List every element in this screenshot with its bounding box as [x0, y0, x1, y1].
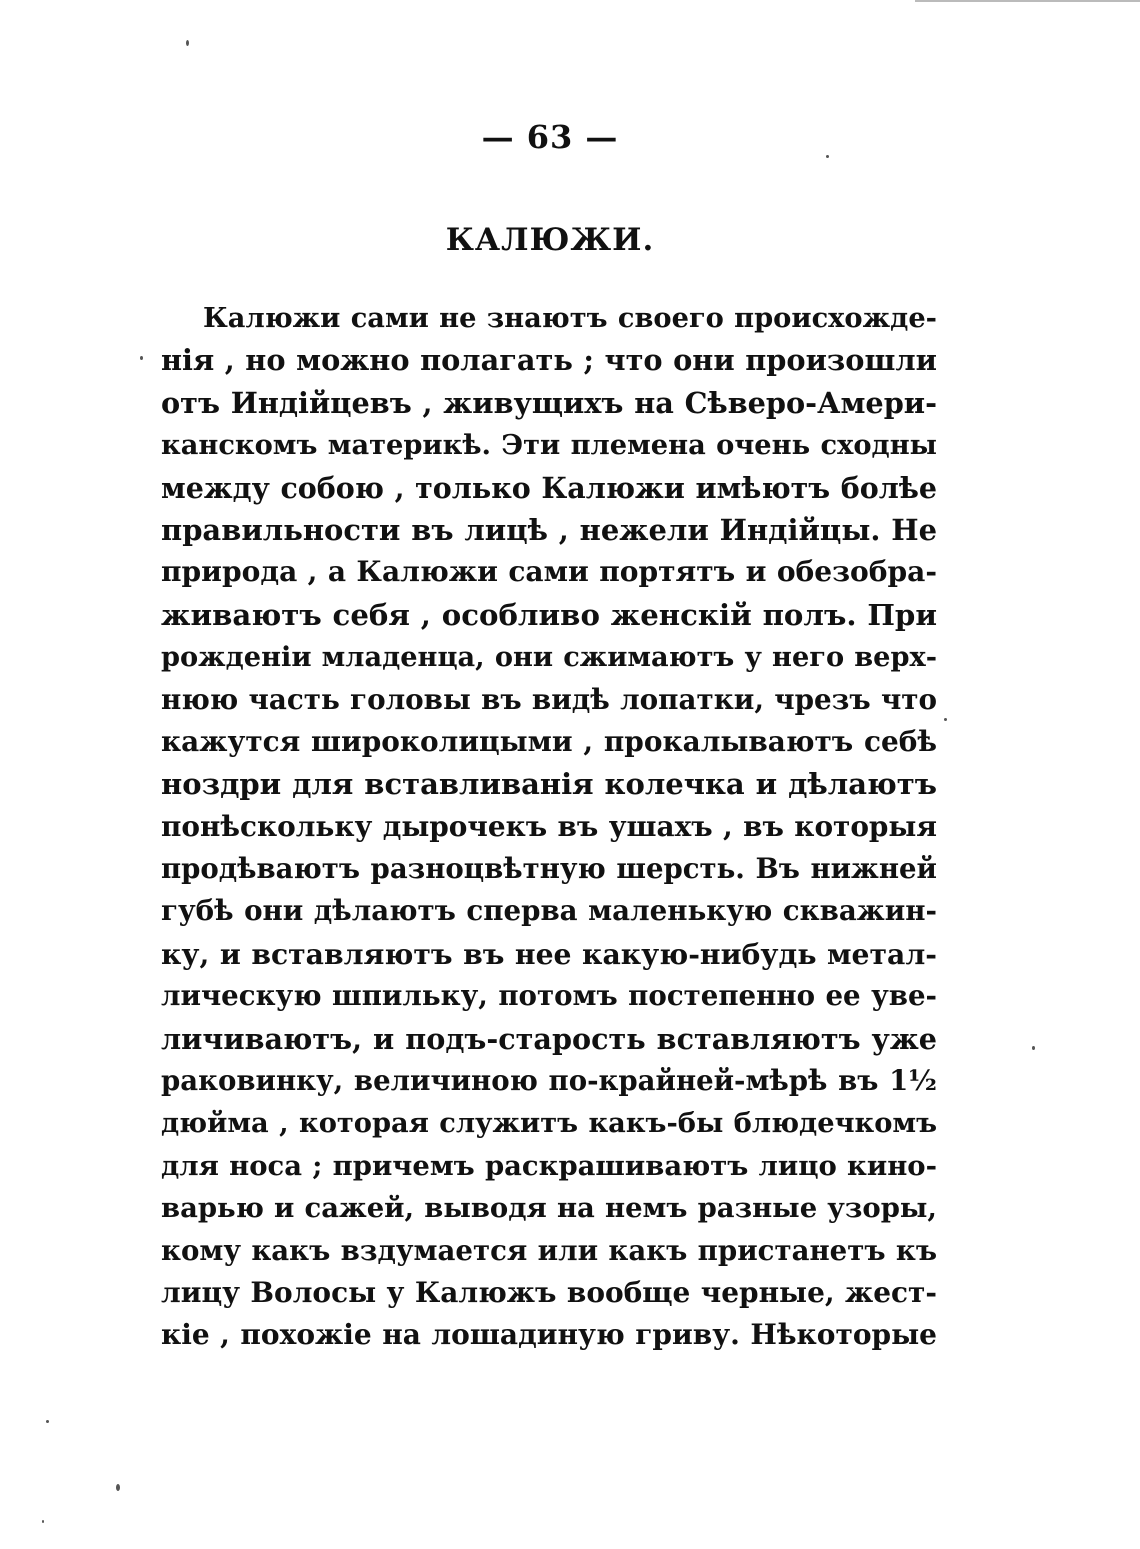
page-number: — 63 — — [481, 118, 619, 156]
paper-speck — [46, 1420, 49, 1423]
paper-speck — [944, 718, 947, 721]
text-line: ку, и вставляютъ въ нее какую-нибудь метал- — [161, 936, 937, 971]
text-line: природа , а Калюжи сами портятъ и обезобра- — [161, 555, 937, 589]
text-line: дюйма , которая служитъ какъ-бы блюдечкомъ — [161, 1107, 937, 1140]
text-line: кажутся широколицыми , прокалываютъ себѣ — [161, 724, 937, 758]
text-line: нюю часть головы въ видѣ лопатки, чрезъ что — [161, 682, 937, 716]
paper-speck — [826, 155, 829, 158]
text-line: кіе , похожіе на лошадиную гриву. Нѣкоторые — [161, 1318, 937, 1352]
text-line: Калюжи сами не знаютъ своего происхожде- — [203, 302, 937, 334]
text-line: лицу Волосы у Калюжъ вообще черные, жест- — [161, 1275, 937, 1309]
text-line: канскомъ материкѣ. Эти племена очень сходны — [161, 429, 937, 462]
text-line: для носа ; причемъ раскрашиваютъ лицо кино- — [161, 1149, 937, 1182]
paper-speck — [140, 356, 143, 360]
text-line: нія , но можно полагать ; что они произошли — [161, 343, 937, 378]
text-line: губѣ они дѣлаютъ сперва маленькую скважин- — [161, 894, 937, 928]
top-edge-rule — [915, 0, 1140, 2]
text-line: продѣваютъ разноцвѣтную шерсть. Въ нижней — [161, 853, 937, 886]
text-line: варью и сажей, выводя на немъ разные узоры, — [161, 1192, 937, 1225]
paper-speck — [186, 40, 189, 46]
text-line: раковинку, величиною по-крайней-мѣрѣ въ 1½ — [161, 1065, 937, 1098]
text-line: личиваютъ, и подъ-старость вставляютъ уже — [161, 1021, 937, 1056]
section-heading: КАЛЮЖИ. — [445, 222, 655, 258]
paper-speck — [42, 1520, 44, 1523]
text-line: отъ Индійцевъ , живущихъ на Сѣверо-Амери- — [161, 385, 937, 420]
text-line: кому какъ вздумается или какъ пристанетъ къ — [161, 1233, 937, 1267]
text-line: рожденіи младенца, они сжимаютъ у него верх- — [161, 641, 937, 674]
text-line: ноздри для вставливанія колечка и дѣлаютъ — [161, 767, 937, 802]
text-line: между собою , только Калюжи имѣютъ болѣе — [161, 470, 937, 505]
paper-speck — [1032, 1046, 1035, 1050]
body-paragraph — [161, 297, 937, 1357]
text-line: лическую шпильку, потомъ постепенно ее уве- — [161, 979, 937, 1013]
text-line: живаютъ себя , особливо женскій полъ. При — [161, 597, 937, 632]
text-line: правильности въ лицѣ , нежели Индійцы. Не — [161, 512, 937, 547]
paper-speck — [116, 1484, 120, 1491]
text-line: понѣскольку дырочекъ въ ушахъ , въ которыя — [161, 809, 937, 843]
